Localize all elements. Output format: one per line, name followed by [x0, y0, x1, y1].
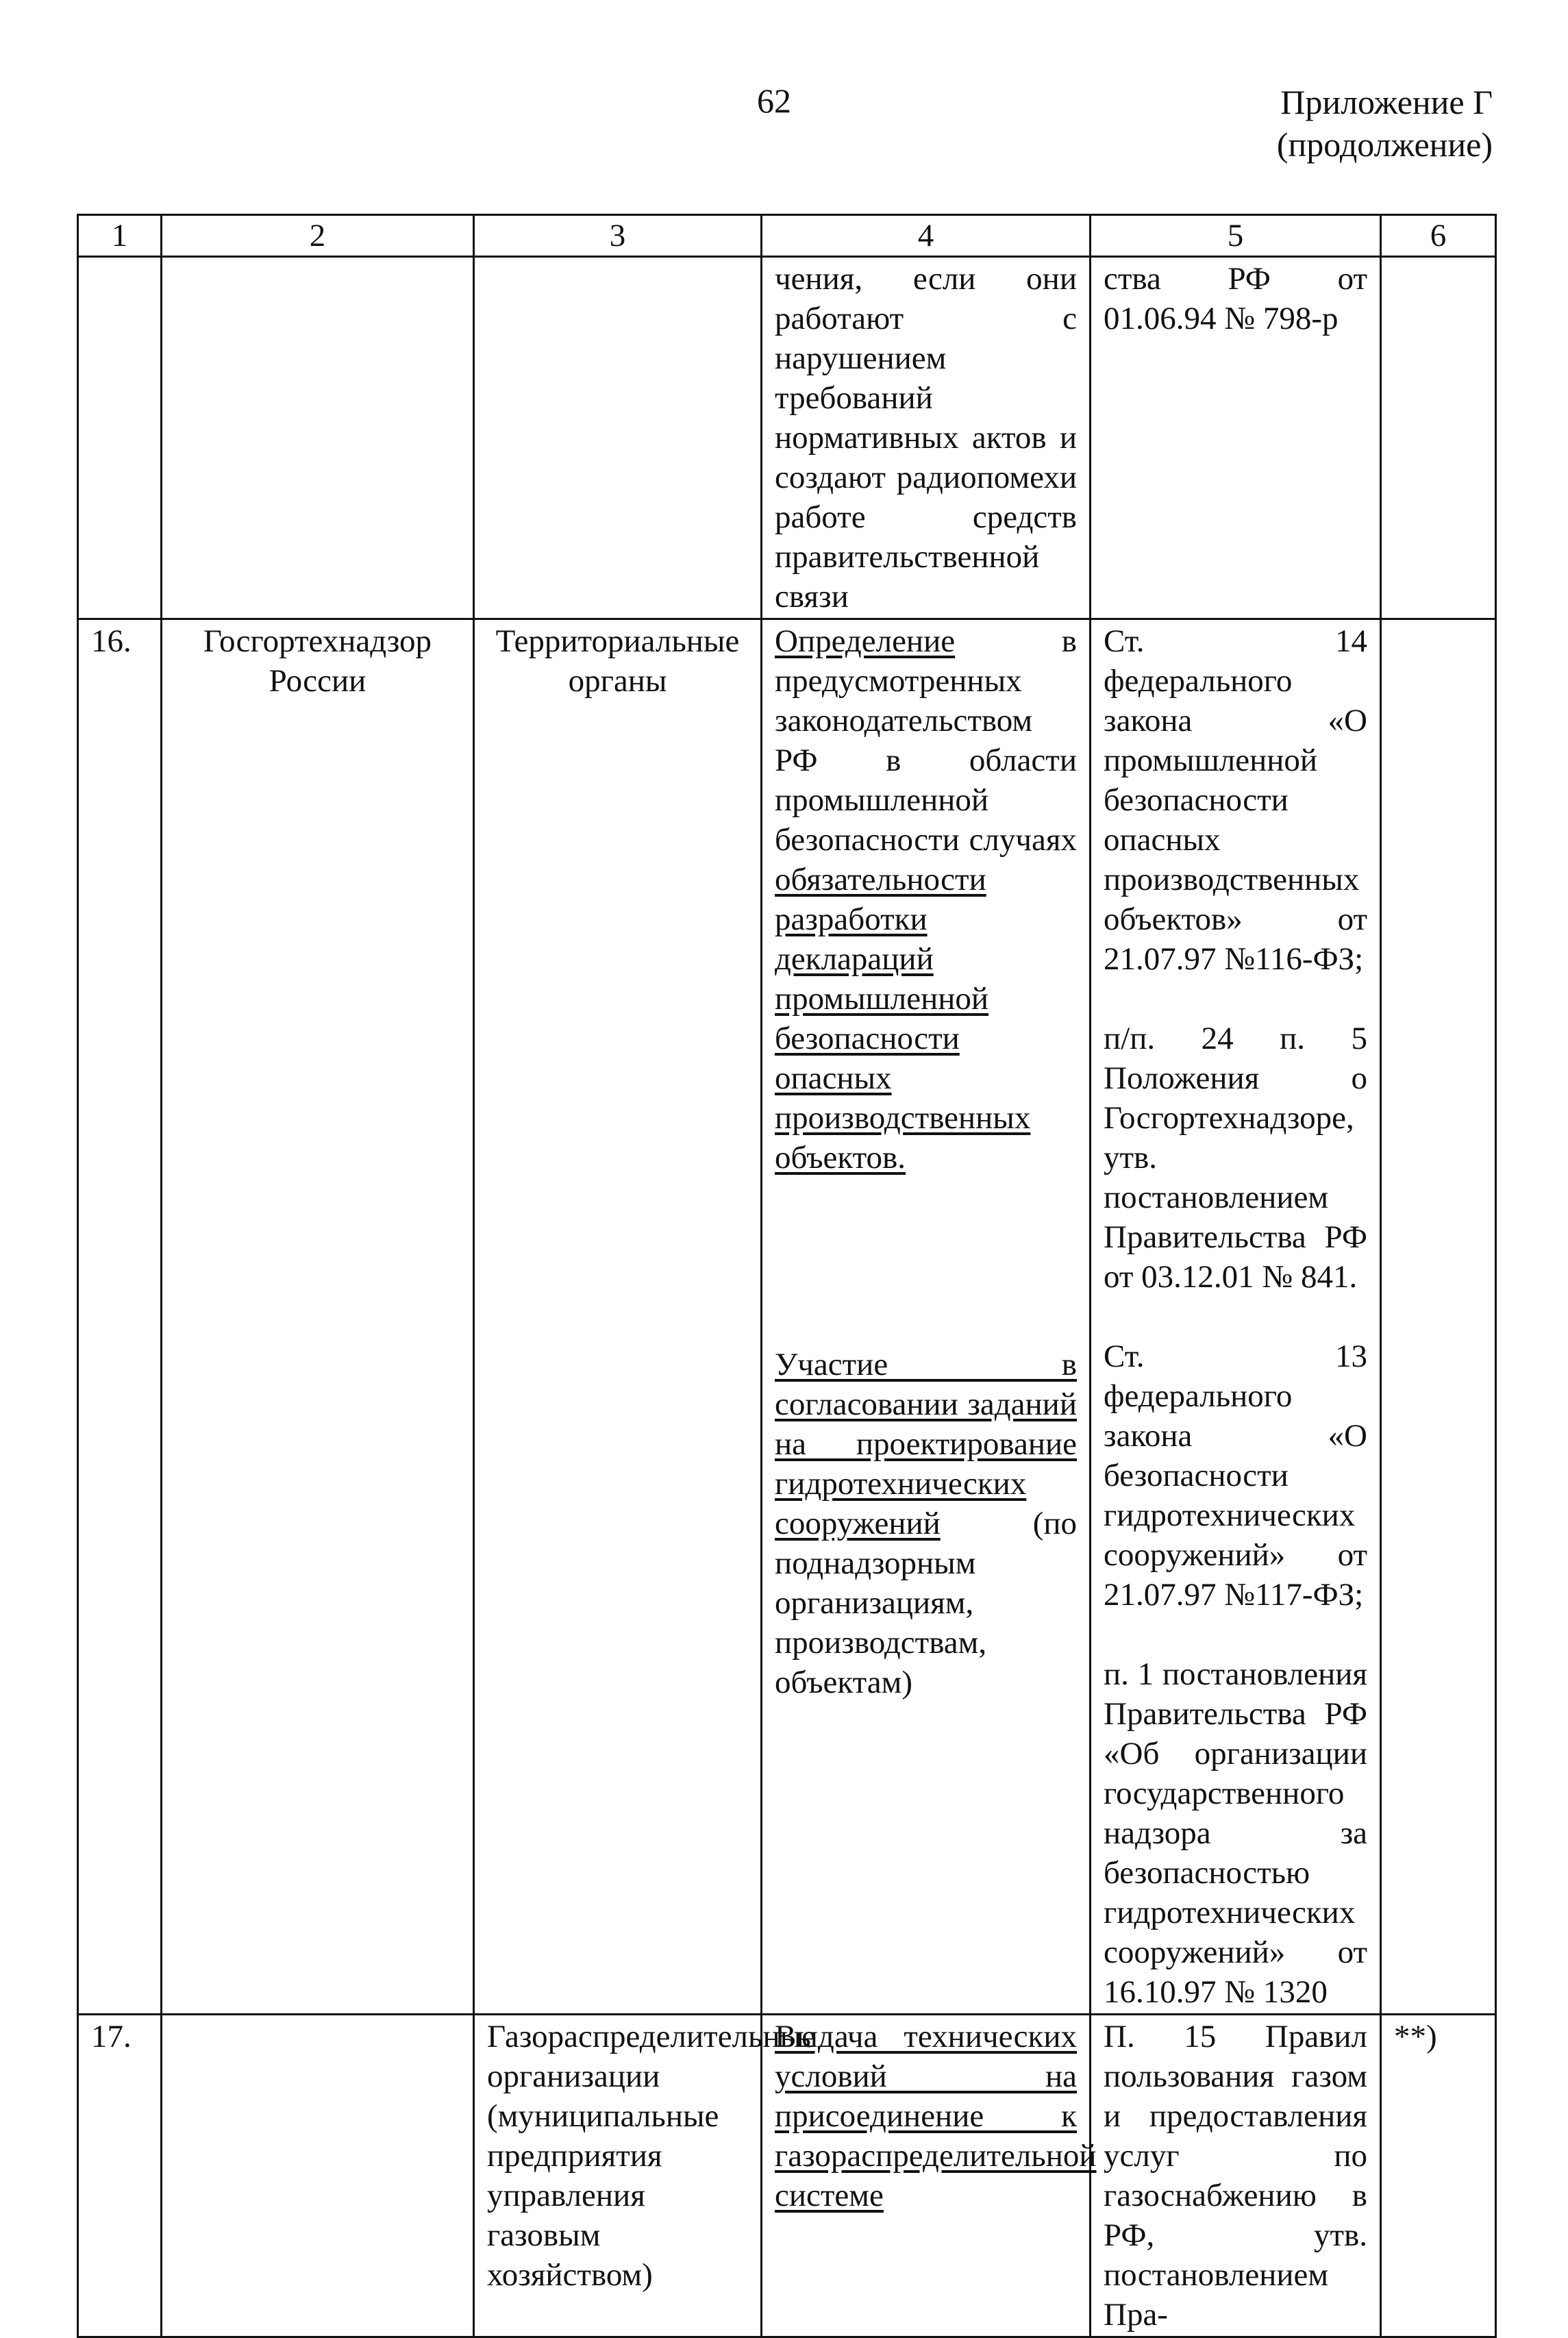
agency-cell: Госгортехнадзор России — [162, 619, 474, 2015]
basis-paragraph: Ст. 14 федерального закона «О промышленной безопасности опасных производственных объектов» от 21.07.97 №116-ФЗ; — [1104, 623, 1367, 977]
table-row — [78, 619, 1496, 2015]
basis-paragraph: п/п. 24 п. 5 Положения о Госгортехнадзоре, утв. постановлением Правительства РФ от 03.12.01 № 841. — [1104, 1021, 1367, 1295]
row-number: 17. — [78, 2015, 162, 2337]
function-underlined-text: Участие в согласовании заданий на проектирование гидротехнических сооружений — [775, 1347, 1077, 1541]
column-header: 3 — [474, 215, 762, 257]
table-cell — [78, 257, 162, 619]
function-cell: чения, если они работают с нарушением требований нормативных актов и создают радиопомехи работе средств правительственной связи — [762, 257, 1091, 619]
column-header: 1 — [78, 215, 162, 257]
table-row — [78, 257, 1496, 619]
function-cell — [762, 619, 1091, 2015]
function-underlined-text: Определение — [775, 623, 956, 659]
function-paragraph — [775, 621, 1077, 1178]
function-paragraph — [775, 1345, 1077, 1702]
basis-cell — [1091, 619, 1381, 2015]
bodies-cell: Газораспределительные организации (муниципальные предприятия управления газовым хозяйством) — [474, 2015, 762, 2337]
appendix-note: (продолжение) — [1276, 125, 1493, 164]
column-number-row — [78, 215, 1496, 257]
column-header: 6 — [1381, 215, 1496, 257]
basis-cell: ства РФ от 01.06.94 № 798-р — [1091, 257, 1381, 619]
table-cell — [1381, 619, 1496, 2015]
function-underlined-text: обязательности разработки деклараций промышленной безопасности опасных производственных объектов. — [775, 862, 1031, 1176]
column-header: 2 — [162, 215, 474, 257]
table-cell — [1381, 257, 1496, 619]
table-row — [78, 2015, 1496, 2337]
note-cell: **) — [1381, 2015, 1496, 2337]
basis-paragraph: п. 1 постановления Правительства РФ «Об организации государственного надзора за безопасностью гидротехнических сооружений» от 16.10.97 № 1320 — [1104, 1656, 1367, 2010]
appendix-heading — [1277, 81, 1493, 166]
column-header: 5 — [1091, 215, 1381, 257]
function-cell — [762, 2015, 1097, 2337]
bodies-cell: Территориальные органы — [474, 619, 762, 2015]
function-text: в предусмотренных законодательством РФ в области промышленной безопасности случаях — [775, 623, 1077, 858]
appendix-title: Приложение Г — [1280, 83, 1493, 121]
table-cell — [474, 257, 762, 619]
agency-cell — [162, 2015, 474, 2337]
page-number: 62 — [757, 82, 791, 120]
row-number: 16. — [78, 619, 162, 2015]
basis-cell: П. 15 Правил пользования газом и предоставления услуг по газоснабжению в РФ, утв. постановлением Пра- — [1091, 2015, 1381, 2337]
table-cell — [162, 257, 474, 619]
regulation-table — [77, 214, 1497, 2338]
column-header: 4 — [762, 215, 1091, 257]
function-text: (по поднадзорным организациям, производствам, объектам) — [775, 1506, 1077, 1700]
function-underlined-text: Выдача технических условий на присоединение к газораспределительной системе — [775, 2019, 1097, 2213]
basis-paragraph: Ст. 13 федерального закона «О безопасности гидротехнических сооружений» от 21.07.97 №117-ФЗ; — [1104, 1339, 1367, 1613]
